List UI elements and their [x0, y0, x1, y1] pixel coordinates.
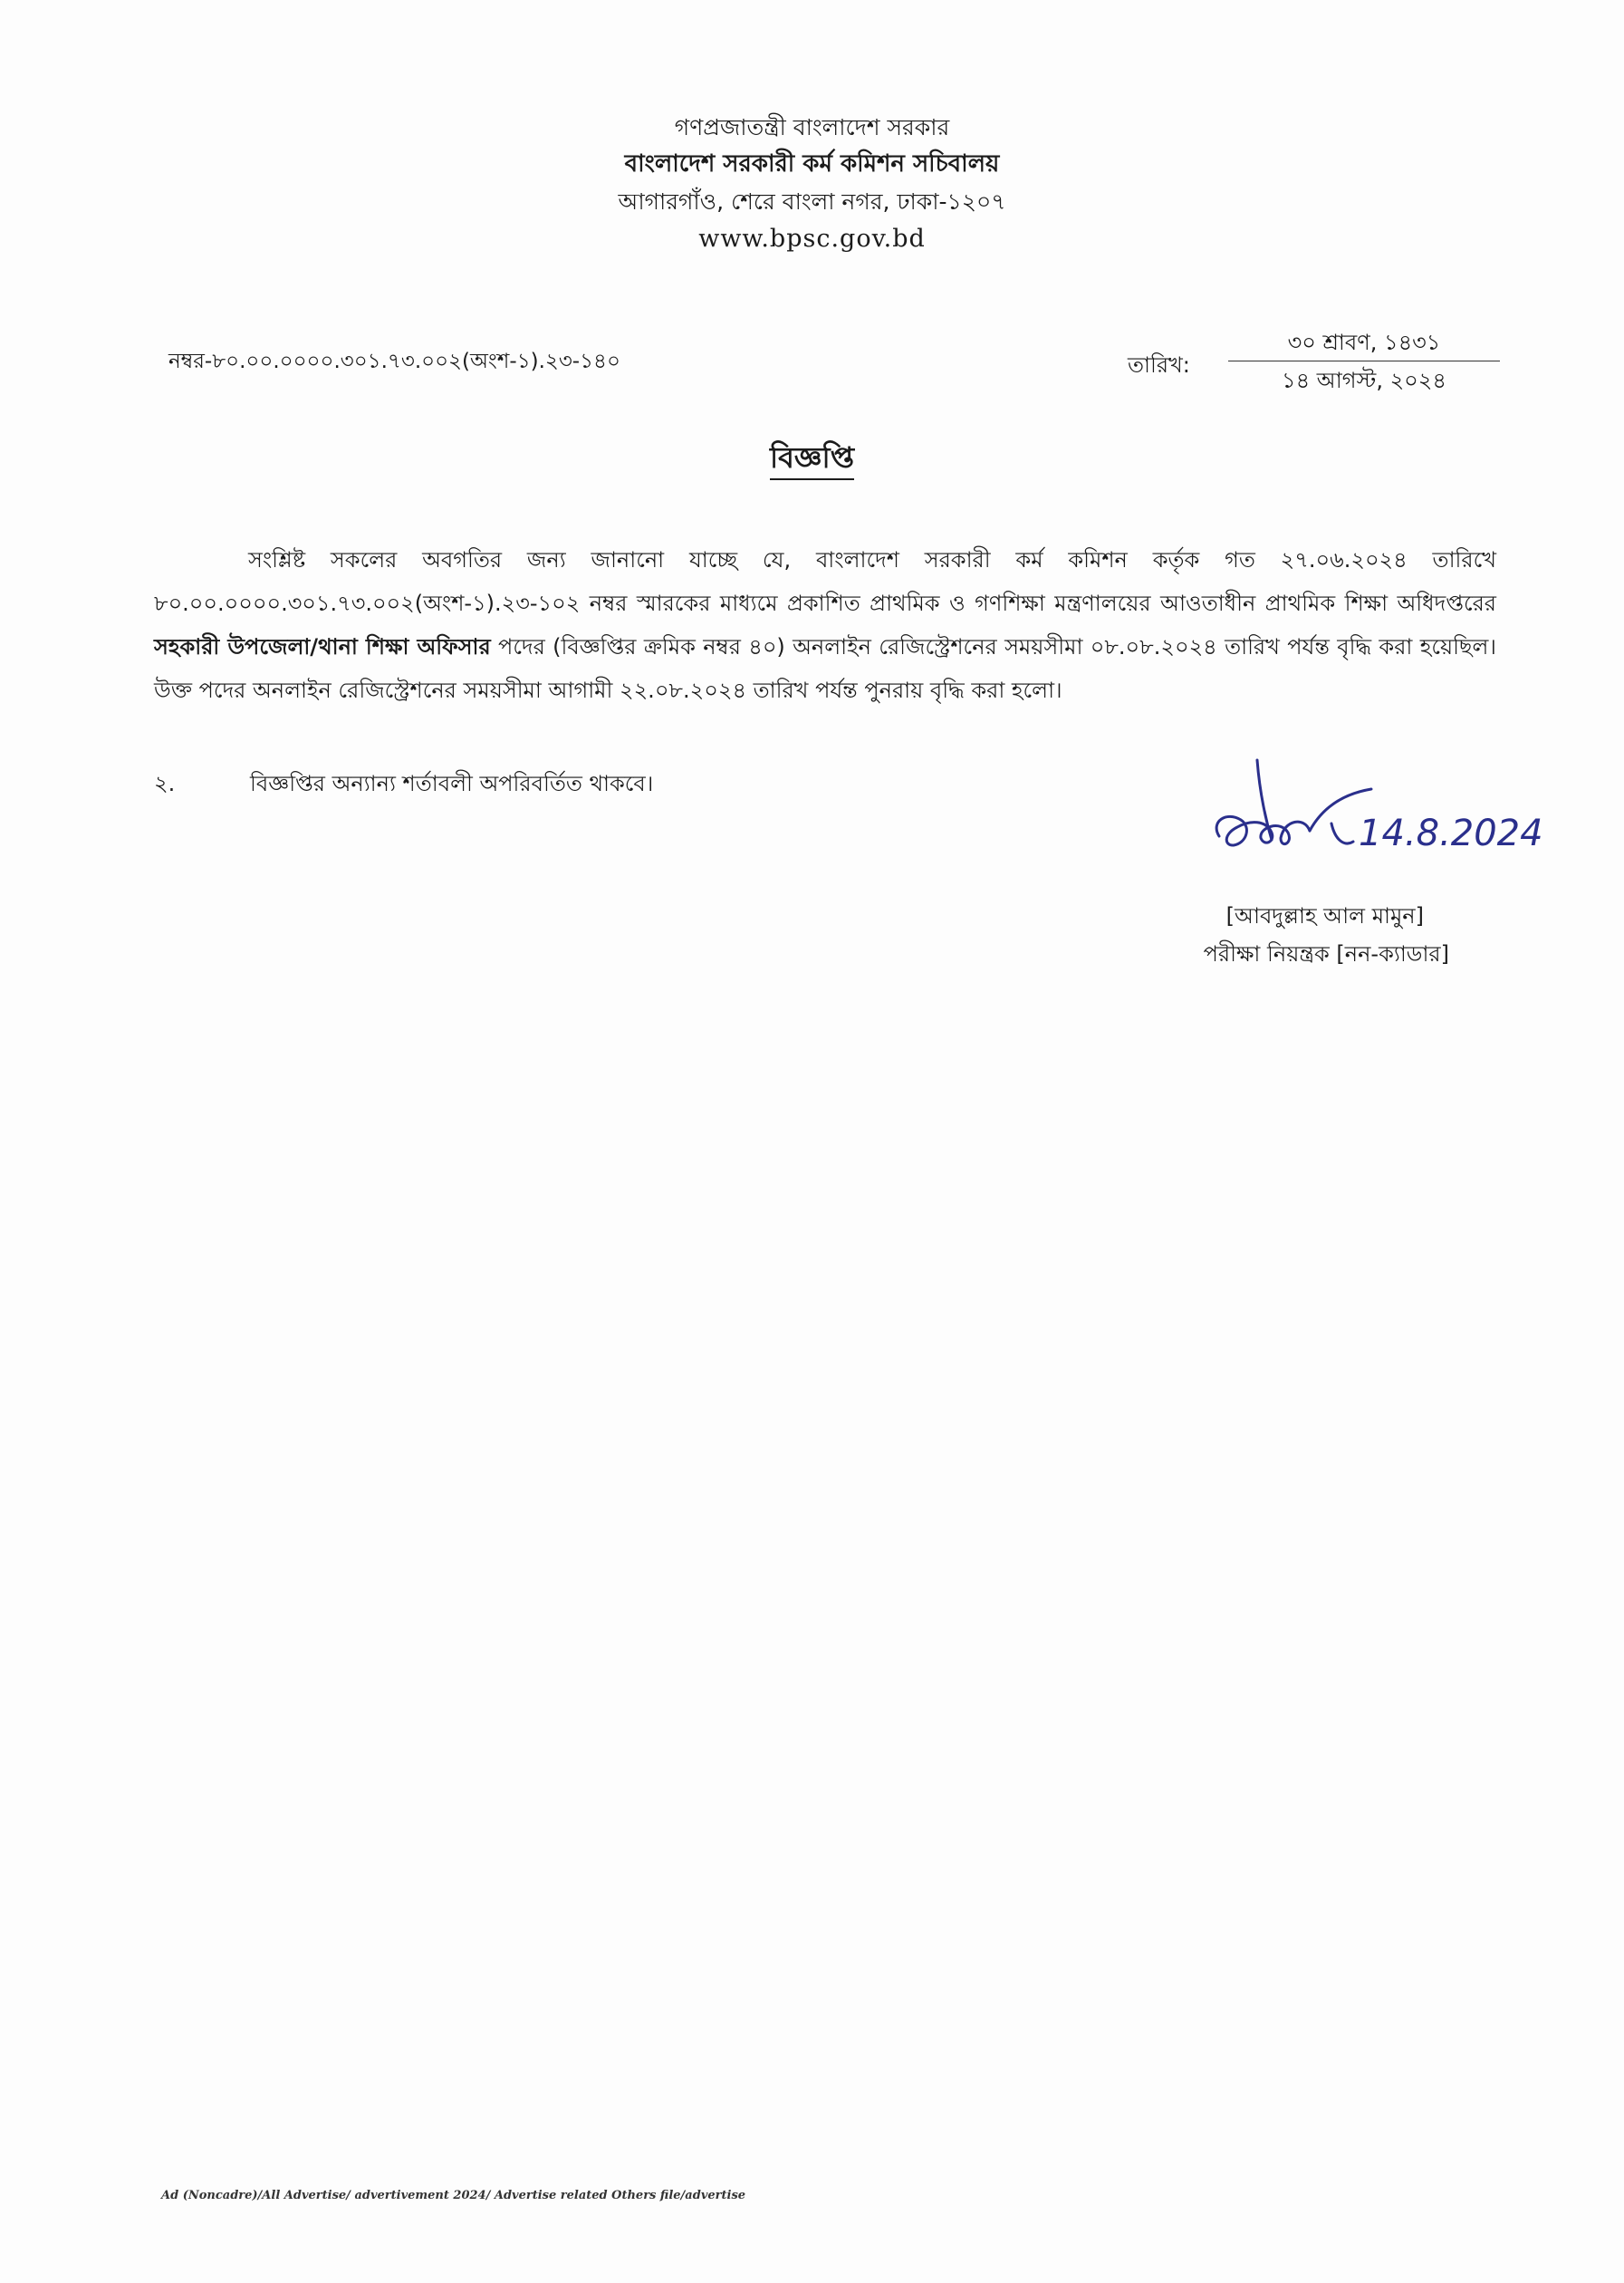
government-name: গণপ্রজাতন্ত্রী বাংলাদেশ সরকার [674, 114, 950, 140]
website: www.bpsc.gov.bd [698, 225, 926, 253]
paragraph-1 [154, 538, 1496, 712]
notice-body [154, 538, 1496, 712]
paragraph-1-text-a: সংশ্লিষ্ট সকলের অবগতির জন্য জানানো যাচ্ছে যে, বাংলাদেশ সরকারী কর্ম কমিশন কর্তৃক গত ২৭.০৬.২০২৪ তারিখে ৮০.০০.০০০০.৩০১.৭৩.০০২(অংশ-১).২৩-১০২ নম্বর স্মারকের মাধ্যমে প্রকাশিত প্রাথমিক ও গণশিক্ষা মন্ত্রণালয়ের আওতাধীন প্রাথমিক শিক্ষা অধিদপ্তরের [154, 547, 1496, 616]
date-bengali: ৩০ শ্রাবণ, ১৪৩১ [1228, 324, 1500, 361]
date-gregorian: ১৪ আগস্ট, ২০২৪ [1282, 368, 1446, 393]
point-2-number: ২. [154, 771, 176, 796]
signer-designation: পরীক্ষা নিয়ন্ত্রক [নন-ক্যাডার] [1203, 941, 1449, 967]
footer-file-path: Ad (Noncadre)/All Advertise/ advertivement 2024/ Advertise related Others file/advertise [161, 2189, 746, 2202]
organization-name: বাংলাদেশ সরকারী কর্ম কমিশন সচিবালয় [624, 150, 1000, 178]
paragraph-1-text-b: পদের (বিজ্ঞপ্তির ক্রমিক নম্বর ৪০) অনলাইন রেজিস্ট্রেশনের সময়সীমা ০৮.০৮.২০২৪ তারিখ পর্যন্ত বৃদ্ধি করা হয়েছিল। উক্ত পদের অনলাইন রেজিস্ট্রেশনের সময়সীমা আগামী ২২.০৮.২০২৪ তারিখ পর্যন্ত পুনরায় বৃদ্ধি করা হলো। [154, 634, 1496, 703]
post-name: সহকারী উপজেলা/থানা শিক্ষা অফিসার [154, 634, 491, 660]
date-block [1228, 324, 1500, 400]
address: আগারগাঁও, শেরে বাংলা নগর, ঢাকা-১২০৭ [618, 188, 1006, 215]
signer-name: [আবদুল্লাহ আল মামুন] [1225, 903, 1424, 929]
subject-heading [0, 435, 1624, 484]
date-label: তারিখ: [1128, 352, 1190, 378]
point-2-text: বিজ্ঞপ্তির অন্যান্য শর্তাবলী অপরিবর্তিত থাকবে। [250, 771, 654, 796]
memo-number: নম্বর-৮০.০০.০০০০.৩০১.৭৩.০০২(অংশ-১).২৩-১৪০ [168, 350, 620, 373]
signer-block [1087, 897, 1449, 973]
letterhead [0, 109, 1624, 257]
signature-date: 14.8.2024 [1359, 813, 1543, 854]
subject-title: বিজ্ঞপ্তি [770, 440, 854, 480]
point-2 [154, 766, 653, 802]
handwritten-signature [1194, 756, 1592, 883]
